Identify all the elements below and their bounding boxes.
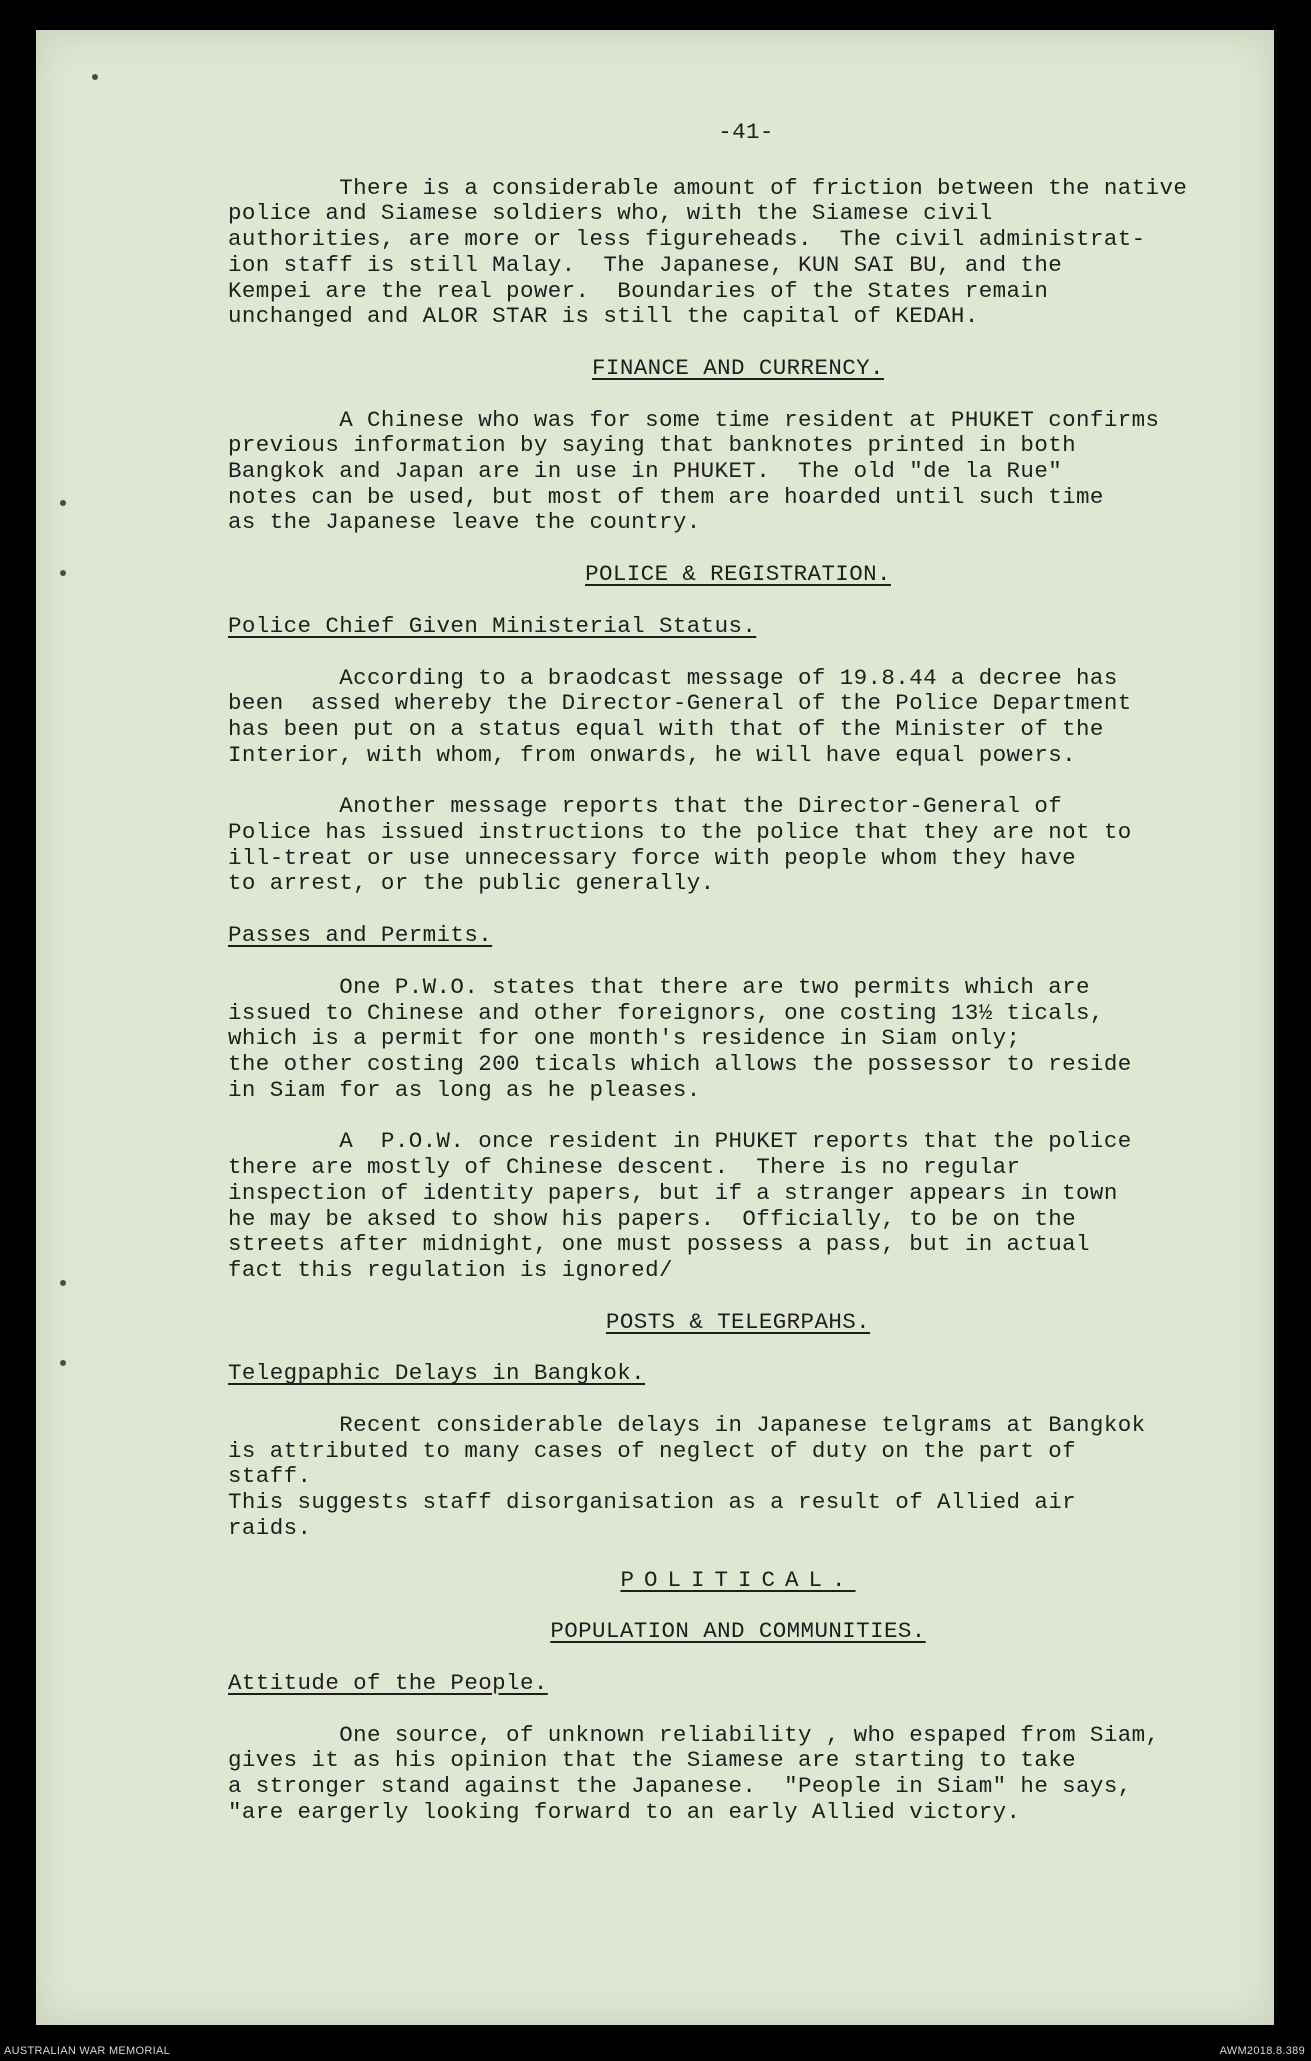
section-heading (228, 1619, 1248, 1645)
paragraph: Another message reports that the Director-General of Police has issued instructions to the police that they are not to ill-treat or use unnecessary force with people whom they have to arrest, or the public generally. (228, 793, 1132, 897)
section-heading (228, 1568, 1248, 1594)
paragraph: One source, of unknown reliability , who espaped from Siam, gives it as his opinion that the Siamese are starting to take a stronger stand against the Japanese. "People in Siam" he says, "are eargerly looking forward to an early Allied victory. (228, 1721, 1160, 1825)
punch-hole (60, 500, 66, 506)
section-heading-text: POSTS & TELEGRPAHS. (605, 1308, 871, 1335)
section-heading (228, 1310, 1248, 1336)
text-blocks (228, 176, 1248, 1826)
punch-hole (60, 1360, 66, 1366)
document-page (36, 30, 1274, 2025)
subsection-heading-text: Attitude of the People. (228, 1669, 548, 1696)
subsection-heading (228, 1671, 1248, 1697)
section-heading (228, 356, 1248, 382)
document-body (228, 120, 1248, 1851)
punch-hole (60, 1280, 66, 1286)
subsection-heading (228, 1361, 1248, 1387)
punch-hole (60, 570, 66, 576)
subsection-heading (228, 614, 1248, 640)
paragraph: A P.O.W. once resident in PHUKET reports that the police there are mostly of Chinese descent. There is no regular inspection of identity papers, but if a stranger appears in town he may be aksed to show his papers. Officially, to be on the streets after midnight, one must possess a pass, but in actual fact this regulation is ignored/ (228, 1128, 1132, 1283)
subsection-heading-text: Police Chief Given Ministerial Status. (228, 612, 757, 639)
footer-accession: AWM2018.8.389 (1219, 2045, 1305, 2057)
section-heading-text: POLITICAL. (620, 1566, 856, 1593)
page-number: -41- (718, 119, 774, 145)
paragraph: A Chinese who was for some time resident at PHUKET confirms previous information by saying that banknotes printed in both Bangkok and Japan are in use in PHUKET. The old "de la Rue" notes can be used, but most of them are hoarded until such time as the Japanese leave the country. (228, 406, 1160, 536)
paragraph: One P.W.O. states that there are two permits which are issued to Chinese and other foreignors, one costing 13½ ticals, which is a permit for one month's residence in Siam only; the other costing 200 ticals which allows the possessor to reside in Siam for as long as he pleases. (228, 973, 1132, 1103)
section-heading-text: POPULATION AND COMMUNITIES. (550, 1618, 926, 1645)
paragraph: There is a considerable amount of friction between the native police and Siamese soldiers who, with the Siamese civil authorities, are more or less figureheads. The civil administrat- ion staff is still Malay. The Japanese, KUN SAI BU, and the Kempei are the real power. Boundaries of the States remain unchanged and ALOR STAR is still the capital of KEDAH. (228, 174, 1188, 330)
subsection-heading (228, 923, 1248, 949)
paragraph: According to a braodcast message of 19.8.44 a decree has been assed whereby the Director-General of the Police Department has been put on a status equal with that of the Minister of the Interior, with whom, from onwards, he will have equal powers. (228, 664, 1132, 768)
paragraph: Recent considerable delays in Japanese telgrams at Bangkok is attributed to many cases of neglect of duty on the part of staff. This suggests staff disorganisation as a result of Allied air raids. (228, 1412, 1146, 1541)
footer-source: AUSTRALIAN WAR MEMORIAL (4, 2045, 171, 2057)
section-heading (228, 562, 1248, 588)
section-heading-text: POLICE & REGISTRATION. (585, 561, 891, 588)
section-heading-text: FINANCE AND CURRENCY. (592, 354, 884, 381)
subsection-heading-text: Passes and Permits. (228, 922, 493, 949)
subsection-heading-text: Telegpaphic Delays in Bangkok. (228, 1360, 646, 1387)
punch-hole (92, 74, 98, 80)
